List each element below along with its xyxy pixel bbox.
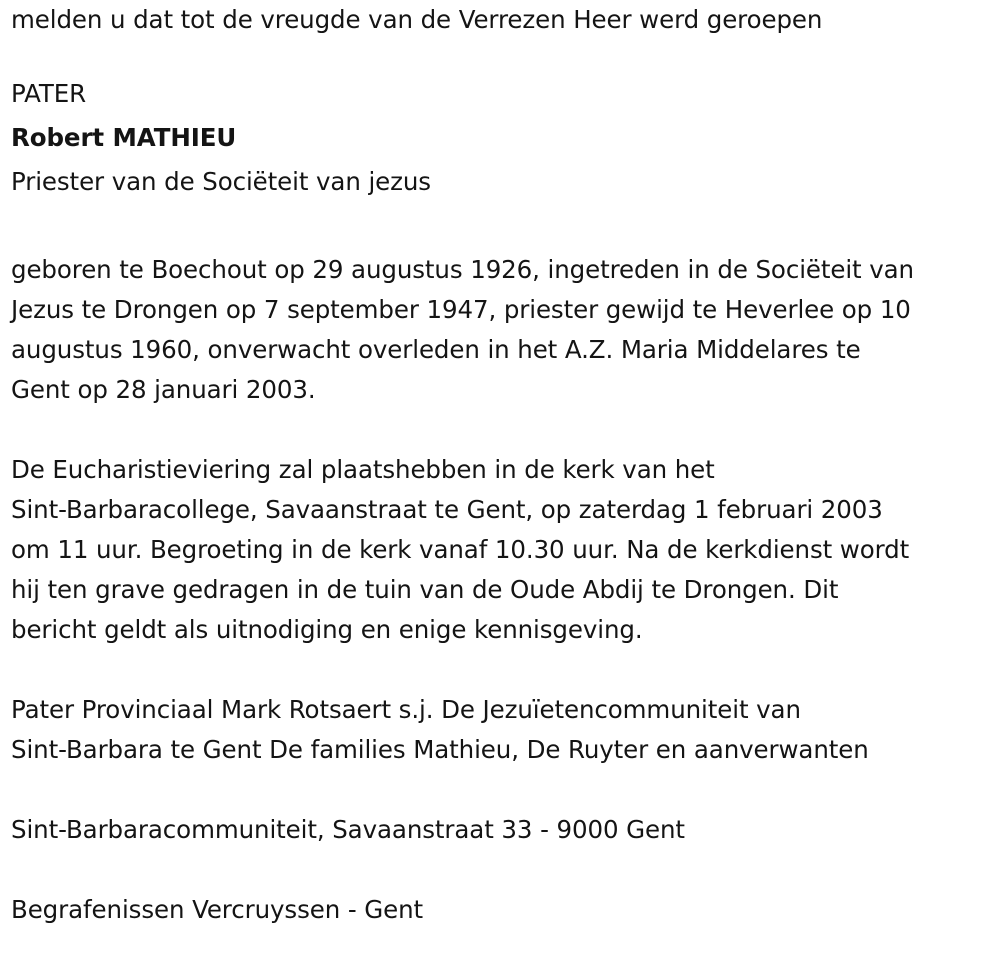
family-line: Sint-Barbara te Gent De families Mathieu, De Ruyter en aanverwanten — [11, 735, 869, 764]
intro-text: melden u dat tot de vreugde van de Verrezen Heer werd geroepen — [11, 5, 823, 34]
biography-paragraph — [11, 250, 996, 410]
biography-line: Gent op 28 januari 2003. — [11, 375, 316, 404]
spacer — [11, 210, 996, 250]
biography-line: Jezus te Drongen op 7 september 1947, priester gewijd te Heverlee op 10 — [11, 295, 911, 324]
spacer — [11, 410, 996, 450]
ceremony-paragraph — [11, 450, 996, 650]
biography-line: augustus 1960, onverwacht overleden in het A.Z. Maria Middelares te — [11, 335, 861, 364]
deceased-title: PATER — [11, 79, 87, 108]
address-text: Sint-Barbaracommuniteit, Savaanstraat 33 - 9000 Gent — [11, 815, 685, 844]
undertaker-text: Begrafenissen Vercruyssen - Gent — [11, 895, 424, 924]
spacer — [11, 850, 996, 890]
ceremony-line: De Eucharistieviering zal plaatshebben in de kerk van het — [11, 455, 715, 484]
ceremony-line: om 11 uur. Begroeting in de kerk vanaf 10.30 uur. Na de kerkdienst wordt — [11, 535, 910, 564]
deceased-name: Robert MATHIEU — [11, 123, 237, 152]
ceremony-line: bericht geldt als uitnodiging en enige kennisgeving. — [11, 615, 643, 644]
ceremony-line: hij ten grave gedragen in de tuin van de Oude Abdij te Drongen. Dit — [11, 575, 839, 604]
deceased-role: Priester van de Sociëteit van jezus — [11, 167, 431, 196]
family-paragraph — [11, 690, 996, 770]
spacer — [11, 770, 996, 810]
family-line: Pater Provinciaal Mark Rotsaert s.j. De Jezuïetencommuniteit van — [11, 695, 801, 724]
spacer — [11, 650, 996, 690]
biography-line: geboren te Boechout op 29 augustus 1926, ingetreden in de Sociëteit van — [11, 255, 914, 284]
obituary-notice — [11, 0, 996, 930]
ceremony-line: Sint-Barbaracollege, Savaanstraat te Gent, op zaterdag 1 februari 2003 — [11, 495, 883, 524]
